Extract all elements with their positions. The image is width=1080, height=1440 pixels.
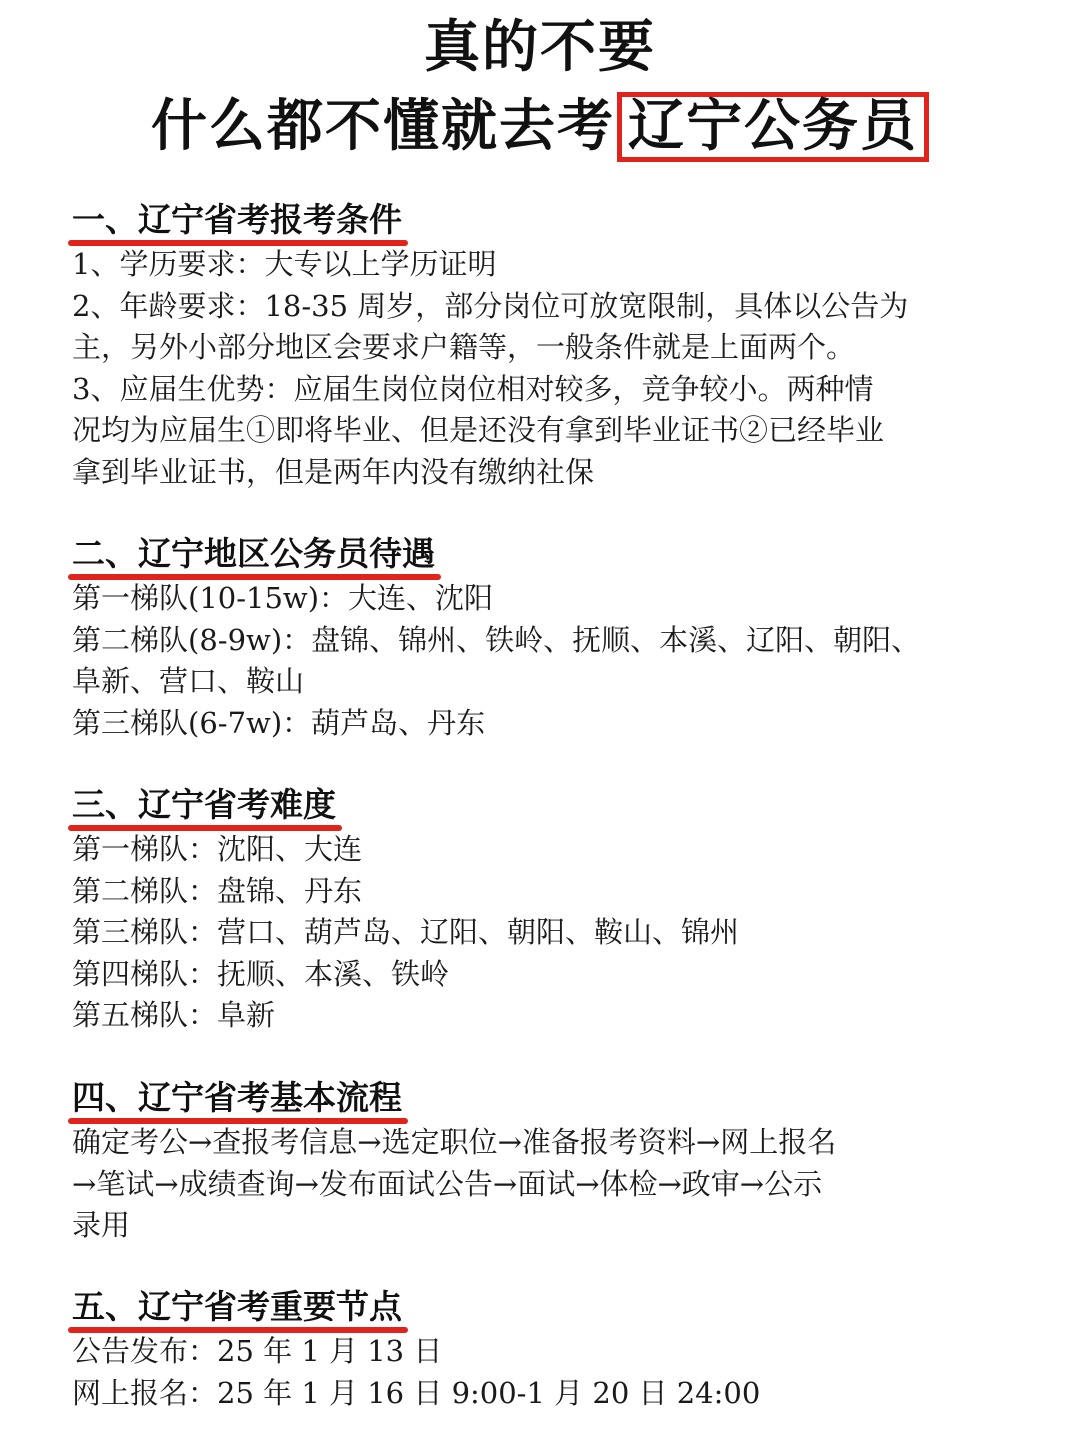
heading-underline (68, 825, 342, 831)
body-line: 2、年龄要求：18-35 周岁，部分岗位可放宽限制，具体以公告为 (72, 288, 909, 323)
page-title-line-2 (0, 92, 1080, 162)
section-body (72, 829, 972, 1037)
heading-underline (68, 574, 441, 580)
body-line: 阜新、营口、鞍山 (72, 664, 305, 698)
heading-underline (68, 1118, 408, 1124)
body-line: 第一梯队：沈阳、大连 (72, 832, 363, 866)
section-key-dates (72, 1287, 972, 1414)
body-line: 第二梯队(8-9w)：盘锦、锦州、铁岭、抚顺、本溪、辽阳、朝阳、 (72, 622, 921, 657)
section-salary (72, 534, 972, 744)
body-line: 网上报名：25 年 1 月 16 日 9:00-1 月 20 日 24:00 (72, 1375, 761, 1410)
section-heading-text: 二、辽宁地区公务员待遇 (72, 534, 435, 573)
body-line: 第三梯队：营口、葫芦岛、辽阳、朝阳、鞍山、锦州 (72, 915, 740, 949)
body-line: 第四梯队：抚顺、本溪、铁岭 (72, 956, 450, 991)
body-line: 1、学历要求：大专以上学历证明 (72, 247, 497, 281)
section-body (72, 244, 972, 493)
section-body (72, 578, 972, 744)
section-process (72, 1078, 972, 1247)
section-heading (72, 1078, 406, 1118)
section-heading (72, 785, 340, 825)
section-body (72, 1331, 972, 1414)
body-line: 第三梯队(6-7w)：葫芦岛、丹东 (72, 705, 486, 740)
body-line: 第一梯队(10-15w)：大连、沈阳 (72, 581, 494, 615)
body-line: 况均为应届生①即将毕业、但是还没有拿到毕业证书②已经毕业 (72, 413, 885, 447)
body-line: 第五梯队：阜新 (72, 998, 276, 1032)
body-line: 确定考公→查报考信息→选定职位→准备报考资料→网上报名 (72, 1125, 837, 1159)
body-line: →笔试→成绩查询→发布面试公告→面试→体检→政审→公示 (72, 1166, 823, 1201)
section-eligibility (72, 200, 972, 493)
section-heading-text: 三、辽宁省考难度 (72, 785, 336, 824)
body-line: 拿到毕业证书，但是两年内没有缴纳社保 (72, 454, 595, 489)
body-line: 录用 (72, 1208, 131, 1242)
page-title-line-1 (0, 16, 1080, 80)
section-difficulty (72, 785, 972, 1037)
section-heading-text: 四、辽宁省考基本流程 (72, 1078, 402, 1117)
section-heading (72, 200, 406, 240)
title-line-1-text: 真的不要 (424, 15, 656, 80)
section-heading (72, 534, 439, 574)
section-heading-text: 一、辽宁省考报考条件 (72, 200, 402, 239)
section-heading (72, 1287, 406, 1327)
title-highlight-text: 辽宁公务员 (628, 94, 918, 159)
heading-underline (68, 1327, 408, 1333)
body-line: 第二梯队：盘锦、丹东 (72, 873, 363, 908)
body-line: 主，另外小部分地区会要求户籍等，一般条件就是上面两个。 (72, 330, 856, 364)
title-highlight-box (617, 92, 929, 162)
heading-underline (68, 240, 408, 246)
body-line: 3、应届生优势：应届生岗位岗位相对较多，竞争较小。两种情 (72, 371, 874, 406)
body-line: 公告发布：25 年 1 月 13 日 (72, 1334, 443, 1368)
title-line-2-prefix: 什么都不懂就去考 (151, 94, 615, 159)
section-heading-text: 五、辽宁省考重要节点 (72, 1287, 402, 1326)
section-body (72, 1122, 972, 1247)
